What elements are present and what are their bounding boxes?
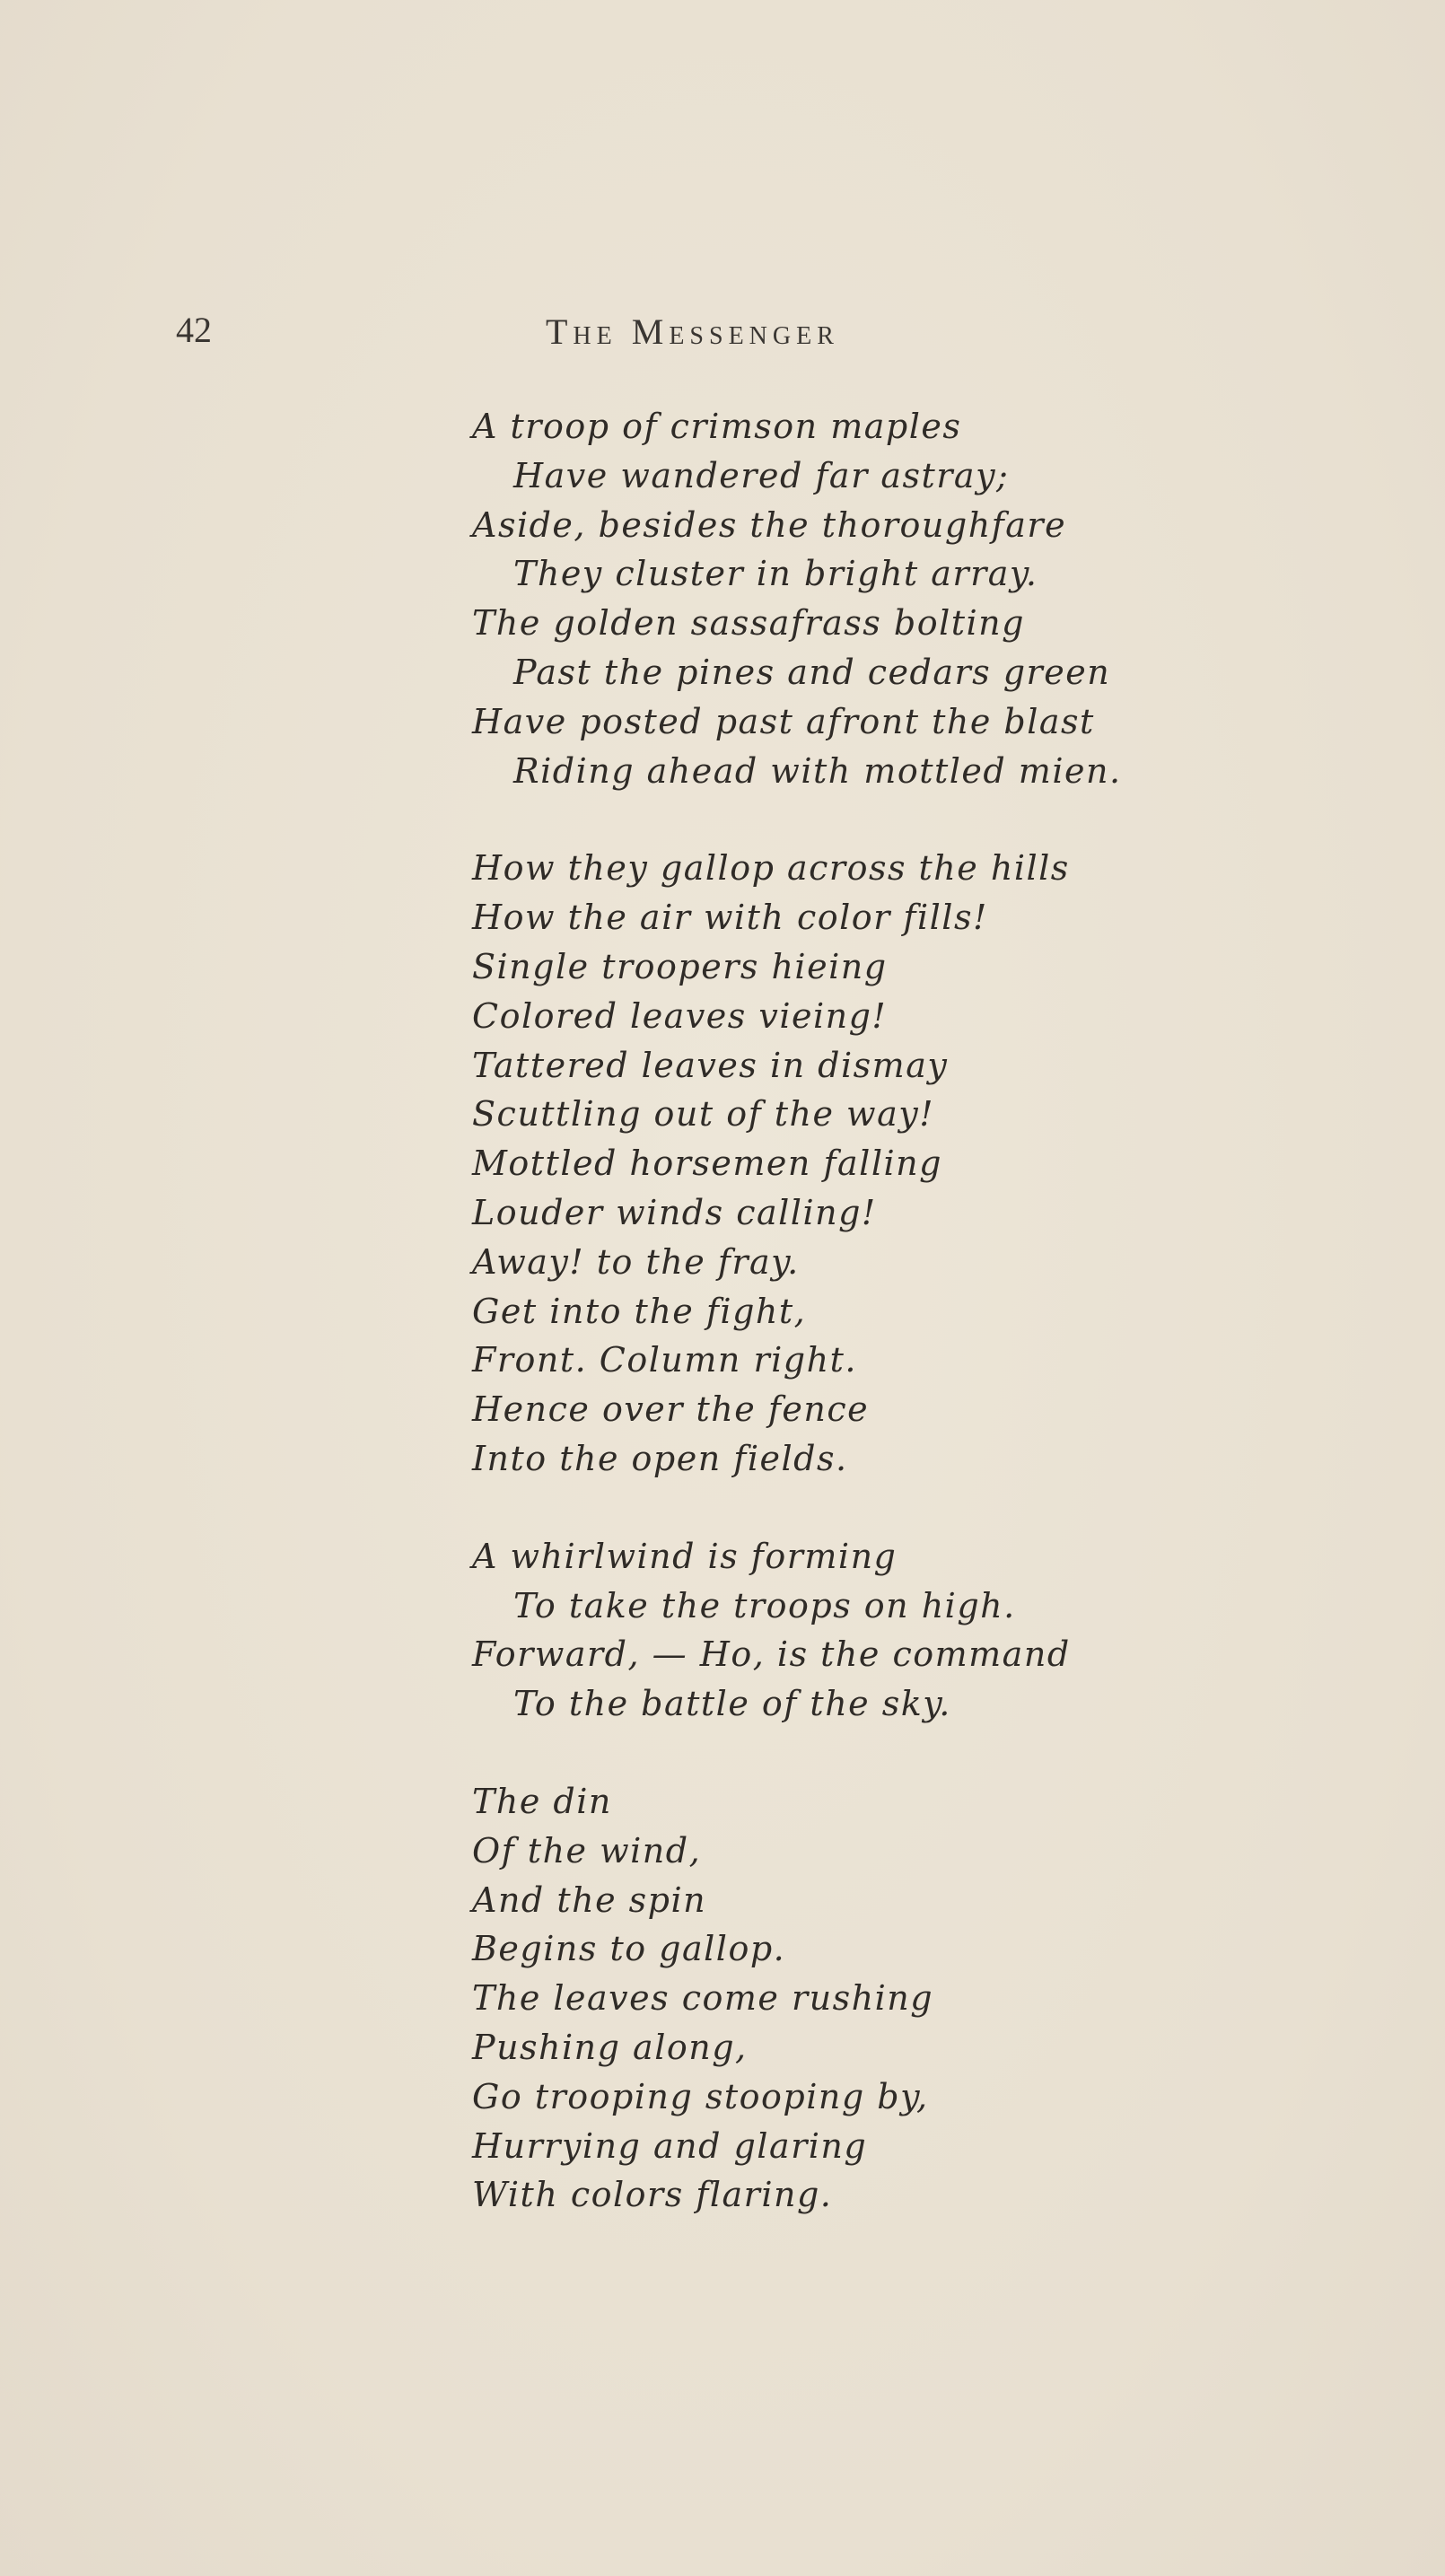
poem-line: Hurrying and glaring (472, 2125, 868, 2166)
poem-line: Pushing along, (472, 2027, 748, 2067)
running-title: The Messenger (546, 311, 839, 352)
poem-line: And the spin (472, 1879, 707, 1920)
stanza (472, 402, 1370, 795)
poem-line: Louder winds calling! (472, 1192, 877, 1232)
poem-line: The din (472, 1781, 612, 1821)
poem-line: Past the pines and cedars green (513, 652, 1111, 692)
poem-line: Into the open fields. (472, 1438, 848, 1478)
poem-line: A troop of crimson maples (472, 407, 962, 446)
poem-line: To take the troops on high. (513, 1585, 1016, 1625)
poem-line: Front. Column right. (472, 1340, 857, 1380)
stanza (472, 1532, 1370, 1729)
poem-line: Have wandered far astray; (513, 455, 1010, 495)
poem-line: Aside, besides the thoroughfare (472, 504, 1067, 545)
poem-line: Go trooping stooping by, (472, 2076, 929, 2116)
poem-line: The leaves come rushing (472, 1978, 934, 2019)
poem-line: How the air with color fills! (472, 898, 988, 938)
stanza (472, 1777, 1370, 2220)
poem-line: Colored leaves vieing! (472, 995, 888, 1036)
poem-body (472, 402, 1370, 2268)
poem-line: Hence over the fence (472, 1389, 870, 1430)
poem-line: Of the wind, (472, 1830, 702, 1871)
poem-line: Tattered leaves in dismay (472, 1045, 949, 1085)
poem-line: Away! to the fray. (472, 1241, 800, 1282)
poem-line: To the battle of the sky. (513, 1684, 951, 1724)
poem-line: Mottled horsemen falling (472, 1143, 942, 1184)
stanza (472, 844, 1370, 1483)
poem-line: Have posted past afront the blast (472, 701, 1095, 741)
poem-line: Begins to gallop. (472, 1929, 786, 1969)
poem-line: With colors flaring. (472, 2175, 833, 2215)
poem-line: Get into the fight, (472, 1291, 807, 1331)
poem-line: The golden sassafrass bolting (472, 603, 1025, 644)
poem-line: Riding ahead with mottled mien. (513, 750, 1122, 791)
page-number: 42 (176, 310, 212, 350)
poem-line: Scuttling out of the way! (472, 1094, 934, 1135)
poem-line: They cluster in bright array. (513, 554, 1038, 594)
poem-line: How they gallop across the hills (472, 848, 1070, 889)
poem-line: Forward, — Ho, is the command (472, 1634, 1071, 1675)
poem-line: A whirlwind is forming (472, 1536, 898, 1576)
poem-line: Single troopers hieing (472, 946, 888, 986)
